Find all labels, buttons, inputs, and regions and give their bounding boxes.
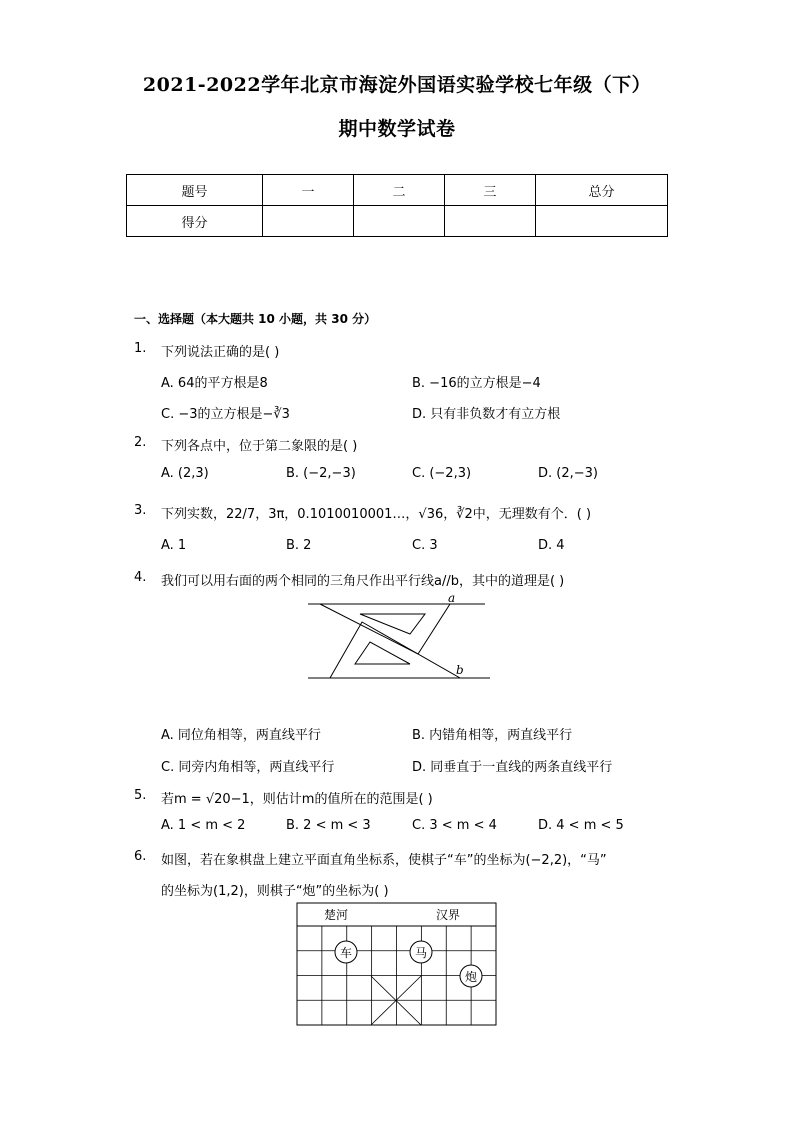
score-cell[interactable] xyxy=(354,206,445,237)
exam-title-line1: 2021-2022学年北京市海淀外国语实验学校七年级（下） xyxy=(142,74,652,96)
piece-pao-label: 炮 xyxy=(464,970,478,984)
score-cell[interactable] xyxy=(445,206,536,237)
score-header-cell: 总分 xyxy=(536,175,668,206)
section-heading: 一、选择题（本大题共 10 小题，共 30 分） xyxy=(134,312,377,326)
question-number: 6. xyxy=(134,849,147,864)
upper-triangle xyxy=(320,604,450,654)
triangle-rulers-figure xyxy=(300,592,495,684)
option-d[interactable]: D. 4 xyxy=(538,538,565,553)
upper-triangle-inner xyxy=(360,614,425,634)
score-table xyxy=(126,174,668,237)
option-d[interactable]: D. 4 < m < 5 xyxy=(538,818,624,833)
score-cell[interactable] xyxy=(536,206,668,237)
option-b[interactable]: B. 2 < m < 3 xyxy=(286,818,371,833)
option-d[interactable]: D. 同垂直于一直线的两条直线平行 xyxy=(412,760,613,775)
score-header-cell: 二 xyxy=(354,175,445,206)
option-d[interactable]: D. 只有非负数才有立方根 xyxy=(412,407,561,422)
option-c[interactable]: C. 同旁内角相等，两直线平行 xyxy=(161,760,335,775)
piece-che-label: 车 xyxy=(339,946,353,960)
option-a[interactable]: A. 同位角相等，两直线平行 xyxy=(161,728,321,743)
option-c[interactable]: C. 3 < m < 4 xyxy=(412,818,497,833)
score-cell[interactable] xyxy=(263,206,354,237)
question-number: 1. xyxy=(134,341,147,356)
option-a[interactable]: A. 64的平方根是8 xyxy=(161,376,268,391)
lower-triangle xyxy=(330,622,460,678)
option-c[interactable]: C. −3的立方根是−∛3 xyxy=(161,407,290,422)
option-b[interactable]: B. −16的立方根是−4 xyxy=(412,376,541,391)
question-number: 5. xyxy=(134,788,147,803)
option-a[interactable]: A. (2,3) xyxy=(161,466,209,481)
option-a[interactable]: A. 1 xyxy=(161,538,187,553)
question-text: 若m = √20−1，则估计m的值所在的范围是( ) xyxy=(161,792,433,807)
option-d[interactable]: D. (2,−3) xyxy=(538,466,598,481)
question-number: 3. xyxy=(134,503,147,518)
score-header-cell: 题号 xyxy=(127,175,263,206)
score-table-header-row xyxy=(127,175,668,206)
question-text: 下列各点中，位于第二象限的是( ) xyxy=(161,439,358,454)
score-row-label: 得分 xyxy=(127,206,263,237)
option-b[interactable]: B. 内错角相等，两直线平行 xyxy=(412,728,573,743)
option-b[interactable]: B. 2 xyxy=(286,538,312,553)
option-b[interactable]: B. (−2,−3) xyxy=(286,466,356,481)
question-number: 4. xyxy=(134,570,147,585)
exam-title-line2: 期中数学试卷 xyxy=(338,118,456,140)
question-text: 如图，若在象棋盘上建立平面直角坐标系，使棋子“车”的坐标为(−2,2)，“马” xyxy=(161,853,607,868)
question-text: 的坐标为(1,2)，则棋子“炮”的坐标为( ) xyxy=(161,884,389,899)
label-b: b xyxy=(456,663,464,677)
question-text: 下列实数，22/7，3π，0.1010010001…，√36，∛2中，无理数有个．( ) xyxy=(161,507,592,522)
option-c[interactable]: C. (−2,3) xyxy=(412,466,472,481)
question-text: 下列说法正确的是( ) xyxy=(161,345,280,360)
river-label-left: 楚河 xyxy=(324,908,349,922)
score-header-cell: 三 xyxy=(445,175,536,206)
score-header-cell: 一 xyxy=(263,175,354,206)
chess-board-figure xyxy=(296,902,498,1028)
piece-ma-label: 马 xyxy=(414,946,428,960)
score-table-score-row xyxy=(127,206,668,237)
label-a: a xyxy=(448,592,456,605)
river-label-right: 汉界 xyxy=(436,908,461,922)
option-a[interactable]: A. 1 < m < 2 xyxy=(161,818,246,833)
question-number: 2. xyxy=(134,435,147,450)
question-text: 我们可以用右面的两个相同的三角尺作出平行线a//b，其中的道理是( ) xyxy=(161,574,565,589)
option-c[interactable]: C. 3 xyxy=(412,538,438,553)
